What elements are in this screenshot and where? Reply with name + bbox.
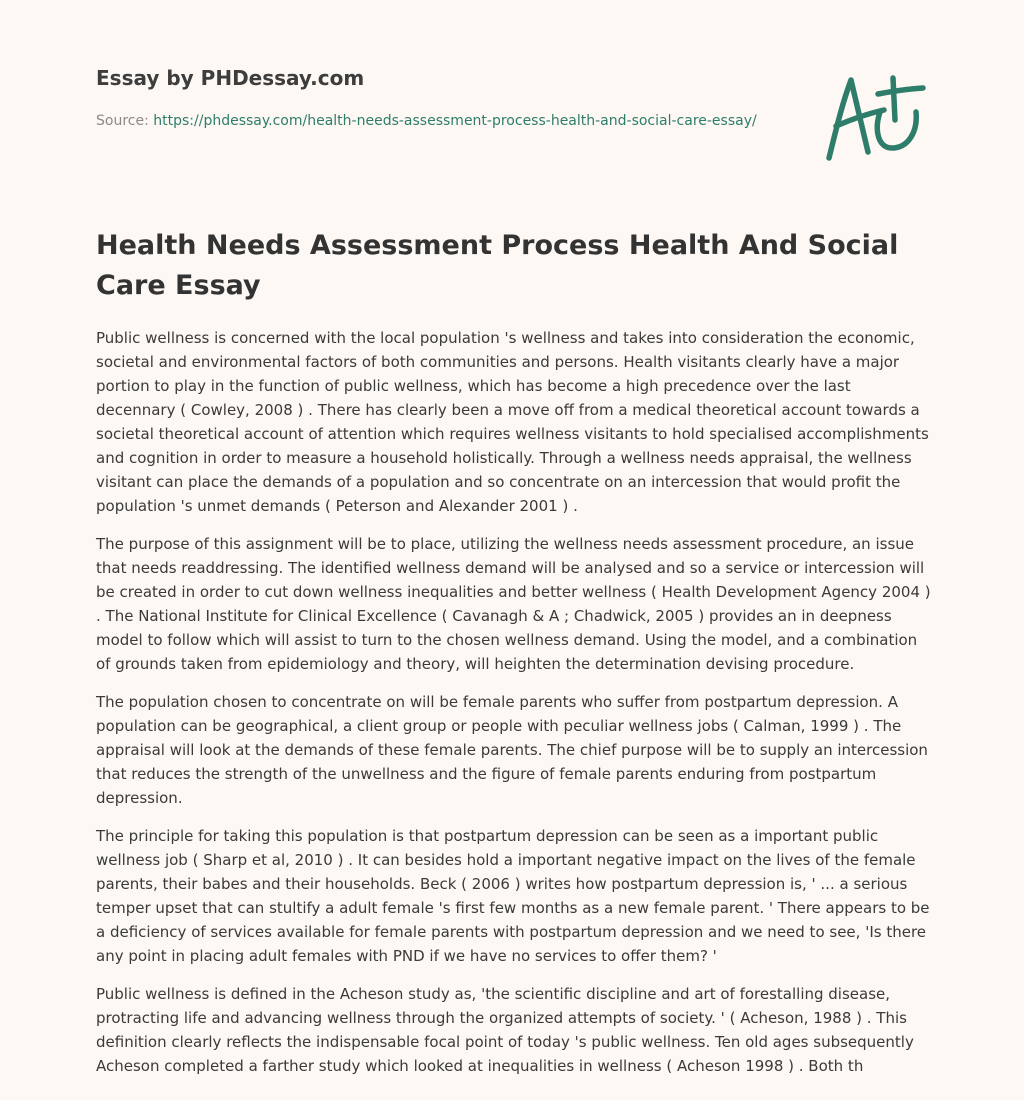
page-title: Health Needs Assessment Process Health And Social Care Essay xyxy=(96,230,899,301)
a-plus-grade-icon xyxy=(820,68,928,164)
essay-paragraph: Public wellness is defined in the Acheson study as, 'the scientific discipline and art of forestalling disease, protracting life and advancing wellness through the organized attempts of society. ' ( Acheson, 1988 ) . This definition clearly reflects the indispensable focal point of today 's public wellness. Ten old ages subsequently Acheson completed a farther study which looked at inequalities in wellness ( Acheson 1998 ) . Both th xyxy=(96,985,914,1075)
site-title: Essay by PHDessay.com xyxy=(96,66,365,90)
essay-paragraph: The purpose of this assignment will be to place, utilizing the wellness needs assessment procedure, an issue that needs readdressing. The identified wellness demand will be analysed and so a service or intercession will be created in order to cut down wellness inequalities and better wellness ( Health Development Agency 2004 ) . The National Institute for Clinical Excellence ( Cavanagh & A ; Chadwick, 2005 ) provides an in deepness model to follow which will assist to turn to the chosen wellness demand. Using the model, and a combination of grounds taken from epidemiology and theory, will heighten the determination devising procedure. xyxy=(96,535,931,673)
logo-plus-horizontal xyxy=(878,88,923,94)
essay-paragraph: Public wellness is concerned with the local population 's wellness and takes into consideration the economic, societal and environmental factors of both communities and persons. Health visitants clearly have a major portion to play in the function of public wellness, which has become a high precedence over the last decennary ( Cowley, 2008 ) . There has clearly been a move off from a medical theoretical account towards a societal theoretical account of attention which requires wellness visitants to hold specialised accomplishments and cognition in order to measure a household holistically. Through a wellness needs appraisal, the wellness visitant can place the demands of a population and so concentrate on an intercession that would profit the population 's unmet demands ( Peterson and Alexander 2001 ) . xyxy=(96,329,929,515)
essay-body xyxy=(96,326,932,1092)
page-header xyxy=(96,64,796,132)
source-link[interactable]: https://phdessay.com/health-needs-assessment-process-health-and-social-care-essay/ xyxy=(153,113,757,129)
source-label: Source: xyxy=(96,113,149,129)
essay-paragraph: The population chosen to concentrate on will be female parents who suffer from postpartum depression. A population can be geographical, a client group or people with peculiar wellness jobs ( Calman, 1999 ) . The appraisal will look at the demands of these female parents. The chief purpose will be to supply an intercession that reduces the strength of the unwellness and the figure of female parents enduring from postpartum depression. xyxy=(96,693,928,807)
essay-paragraph: The principle for taking this population is that postpartum depression can be seen as a important public wellness job ( Sharp et al, 2010 ) . It can besides hold a important negative impact on the lives of the female parents, their babes and their households. Beck ( 2006 ) writes how postpartum depression is, ' ... a serious temper upset that can stultify a adult female 's first few months as a new female parent. ' There appears to be a deficiency of services available for female parents with postpartum depression and we need to see, 'Is there any point in placing adult females with PND if we have no services to offer them? ' xyxy=(96,827,930,965)
logo-svg xyxy=(820,68,928,164)
logo-plus-vertical xyxy=(893,78,895,120)
source-line xyxy=(96,110,776,132)
